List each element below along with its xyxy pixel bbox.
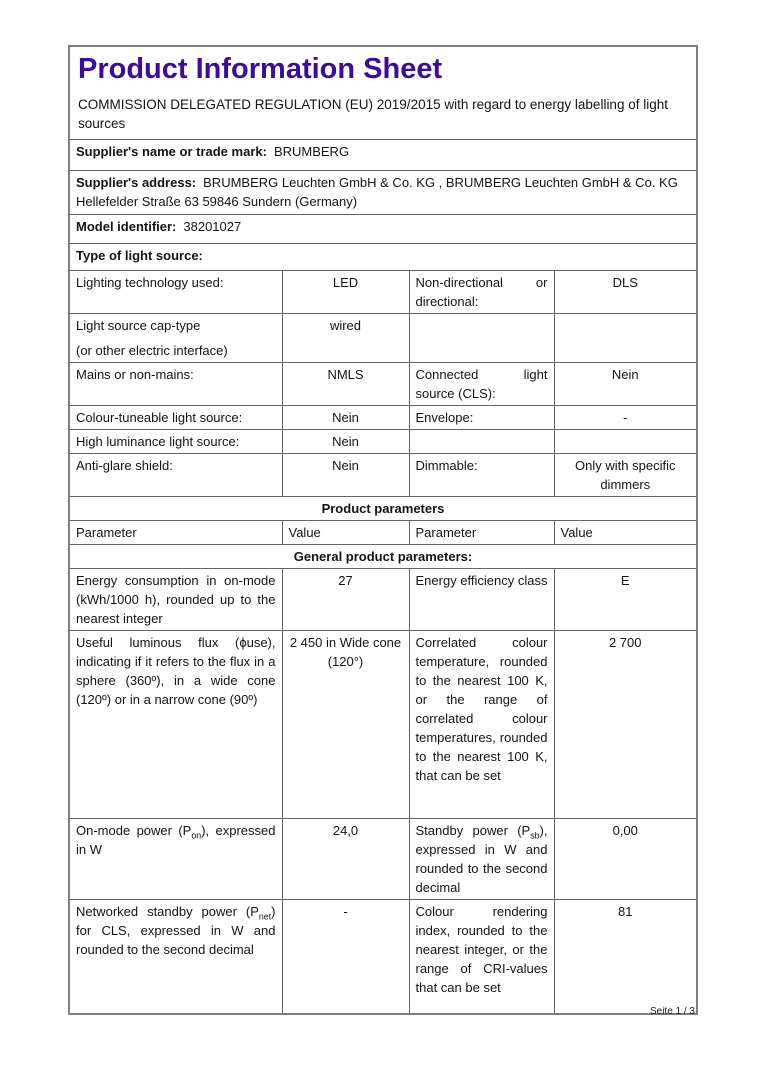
section-product-parameters: Product parameters bbox=[69, 497, 697, 521]
value-cell: 24,0 bbox=[282, 819, 409, 900]
column-header: Value bbox=[282, 521, 409, 545]
value-cell: DLS bbox=[554, 271, 697, 314]
value-cell: Nein bbox=[282, 406, 409, 430]
param-cell: Standby power $(P_{sb})$, expressed in W and rounded to the second decimal bbox=[409, 819, 554, 900]
supplier-address-cell bbox=[69, 171, 697, 215]
section-row bbox=[69, 497, 697, 521]
supplier-address-label: Supplier's address: bbox=[76, 175, 197, 190]
page-title: Product Information Sheet bbox=[78, 53, 443, 85]
value-cell: LED bbox=[282, 271, 409, 314]
table-row bbox=[69, 819, 697, 900]
regulation-subtitle: COMMISSION DELEGATED REGULATION (EU) 2019/2015 with regard to energy labelling of light sources bbox=[78, 97, 668, 131]
param-cell: Correlated colour temperature, rounded to the nearest 100 K, or the range of correlated colour temperatures, rounded to the nearest 100 K, that can be set bbox=[409, 631, 554, 819]
param-cell bbox=[409, 314, 554, 363]
supplier-name-row bbox=[69, 140, 697, 171]
value-cell: 27 bbox=[282, 569, 409, 631]
param-cell: Energy consumption in on-mode (kWh/1000 h), rounded up to the nearest integer bbox=[69, 569, 282, 631]
value-cell: 2 700 bbox=[554, 631, 697, 819]
param-cell: Lighting technology used: bbox=[69, 271, 282, 314]
section-row bbox=[69, 244, 697, 271]
section-type-of-light-source: Type of light source: bbox=[69, 244, 697, 271]
table-row bbox=[69, 314, 697, 363]
param-cell: Useful luminous flux (ϕuse), indicating if it refers to the flux in a sphere (360º), in a wide cone (120º) or in a narrow cone (90º) bbox=[69, 631, 282, 819]
param-cell: On-mode power $(P_{on})$, expressed in W bbox=[69, 819, 282, 900]
supplier-name-label: Supplier's name or trade mark: bbox=[76, 144, 267, 159]
supplier-name-cell bbox=[69, 140, 697, 171]
param-cell: Energy efficiency class bbox=[409, 569, 554, 631]
value-cell: - bbox=[282, 900, 409, 1014]
table-row bbox=[69, 363, 697, 406]
value-cell: 0,00 bbox=[554, 819, 697, 900]
param-cell: Non-directional or directional: bbox=[409, 271, 554, 314]
param-cell: Anti-glare shield: bbox=[69, 454, 282, 497]
table-row bbox=[69, 454, 697, 497]
value-cell bbox=[554, 314, 697, 363]
value-cell: Nein bbox=[554, 363, 697, 406]
table-row bbox=[69, 631, 697, 819]
table-row bbox=[69, 271, 697, 314]
param-cell: Networked standby power $(P_{net})$ for CLS, expressed in W and rounded to the second decimal bbox=[69, 900, 282, 1014]
param-cell: High luminance light source: bbox=[69, 430, 282, 454]
column-header-row bbox=[69, 521, 697, 545]
column-header: Value bbox=[554, 521, 697, 545]
table-row bbox=[69, 900, 697, 1014]
param-line: Light source cap-type bbox=[76, 318, 201, 333]
table-row bbox=[69, 406, 697, 430]
supplier-address-row bbox=[69, 171, 697, 215]
model-identifier-label: Model identifier: bbox=[76, 219, 177, 234]
column-header: Parameter bbox=[69, 521, 282, 545]
supplier-name-value: BRUMBERG bbox=[273, 144, 350, 159]
value-cell: 2 450 in Wide cone (120°) bbox=[282, 631, 409, 819]
param-cell: Dimmable: bbox=[409, 454, 554, 497]
supplier-address-value: BRUMBERG Leuchten GmbH & Co. KG , BRUMBERG Leuchten GmbH & Co. KG Hellefelder Straße 63 59846 Sundern (Germany) bbox=[76, 175, 678, 209]
section-general-product-parameters: General product parameters: bbox=[69, 545, 697, 569]
title-row bbox=[69, 46, 697, 140]
value-cell: wired bbox=[282, 314, 409, 363]
title-cell bbox=[69, 46, 697, 140]
column-header: Parameter bbox=[409, 521, 554, 545]
value-cell: Nein bbox=[282, 430, 409, 454]
value-cell: Only with specific dimmers bbox=[554, 454, 697, 497]
section-row bbox=[69, 545, 697, 569]
param-cell bbox=[69, 314, 282, 363]
param-cell: Connected light source (CLS): bbox=[409, 363, 554, 406]
param-cell: Colour-tuneable light source: bbox=[69, 406, 282, 430]
product-information-table bbox=[68, 45, 698, 1015]
value-cell bbox=[554, 430, 697, 454]
value-cell: E bbox=[554, 569, 697, 631]
table-row bbox=[69, 569, 697, 631]
value-cell: Nein bbox=[282, 454, 409, 497]
page-number: Seite 1 / 3 bbox=[649, 1006, 695, 1017]
model-identifier-cell bbox=[69, 215, 697, 244]
param-cell: Envelope: bbox=[409, 406, 554, 430]
model-identifier-row bbox=[69, 215, 697, 244]
param-cell: Mains or non-mains: bbox=[69, 363, 282, 406]
value-cell: NMLS bbox=[282, 363, 409, 406]
param-cell: Colour rendering index, rounded to the nearest integer, or the range of CRI-values that can be set bbox=[409, 900, 554, 1014]
param-cell bbox=[409, 430, 554, 454]
param-line-note: (or other electric interface) bbox=[76, 343, 228, 358]
value-cell: 81 bbox=[554, 900, 697, 1014]
table-row bbox=[69, 430, 697, 454]
value-cell: - bbox=[554, 406, 697, 430]
model-identifier-value: 38201027 bbox=[183, 219, 242, 234]
